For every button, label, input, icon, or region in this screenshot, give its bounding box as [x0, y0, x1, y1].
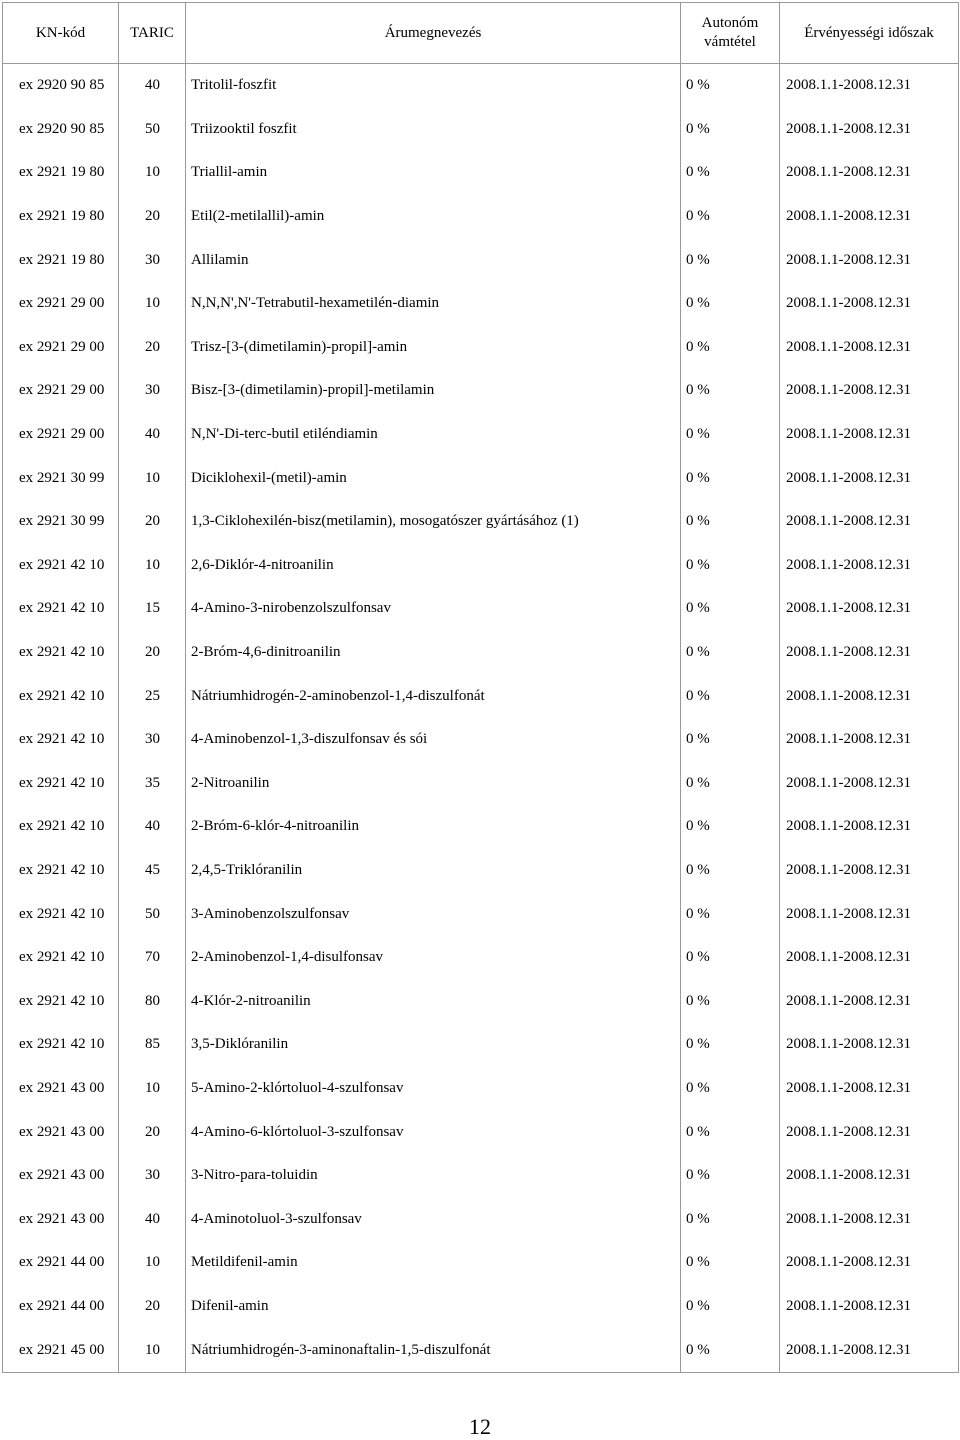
- taric-cell: 50: [119, 892, 186, 936]
- rate-cell: 0 %: [681, 456, 780, 500]
- kn-code-cell: ex 2921 42 10: [3, 892, 119, 936]
- taric-cell: 40: [119, 805, 186, 849]
- kn-code-cell: ex 2921 29 00: [3, 326, 119, 370]
- tariff-table: [2, 2, 959, 1373]
- description-cell: 4-Amino-3-nirobenzolszulfonsav: [186, 587, 681, 631]
- rate-cell: 0 %: [681, 1154, 780, 1198]
- header-description: Árumegnevezés: [186, 3, 681, 64]
- description-cell: Difenil-amin: [186, 1285, 681, 1329]
- taric-cell: 20: [119, 500, 186, 544]
- description-cell: N,N,N',N'-Tetrabutil-hexametilén-diamin: [186, 282, 681, 326]
- rate-cell: 0 %: [681, 805, 780, 849]
- table-row: [3, 762, 959, 806]
- table-row: [3, 326, 959, 370]
- header-rate: [681, 3, 780, 64]
- description-cell: 5-Amino-2-klórtoluol-4-szulfonsav: [186, 1067, 681, 1111]
- table-row: [3, 587, 959, 631]
- kn-code-cell: ex 2921 30 99: [3, 456, 119, 500]
- kn-code-cell: ex 2921 42 10: [3, 544, 119, 588]
- description-cell: 4-Aminotoluol-3-szulfonsav: [186, 1197, 681, 1241]
- table-row: [3, 805, 959, 849]
- table-body: [3, 64, 959, 1373]
- description-cell: Nátriumhidrogén-3-aminonaftalin-1,5-diszulfonát: [186, 1328, 681, 1372]
- taric-cell: 20: [119, 1285, 186, 1329]
- kn-code-cell: ex 2921 19 80: [3, 238, 119, 282]
- period-cell: 2008.1.1-2008.12.31: [780, 238, 959, 282]
- table-row: [3, 849, 959, 893]
- description-cell: Etil(2-metilallil)-amin: [186, 195, 681, 239]
- table-row: [3, 413, 959, 457]
- taric-cell: 30: [119, 369, 186, 413]
- table-row: [3, 718, 959, 762]
- rate-cell: 0 %: [681, 1328, 780, 1372]
- period-cell: 2008.1.1-2008.12.31: [780, 1023, 959, 1067]
- description-cell: Triizooktil foszfit: [186, 108, 681, 152]
- period-cell: 2008.1.1-2008.12.31: [780, 64, 959, 108]
- header-rate-line2: vámtétel: [704, 34, 756, 50]
- kn-code-cell: ex 2921 29 00: [3, 413, 119, 457]
- table-row: [3, 674, 959, 718]
- table-row: [3, 979, 959, 1023]
- description-cell: Bisz-[3-(dimetilamin)-propil]-metilamin: [186, 369, 681, 413]
- period-cell: 2008.1.1-2008.12.31: [780, 151, 959, 195]
- rate-cell: 0 %: [681, 979, 780, 1023]
- rate-cell: 0 %: [681, 849, 780, 893]
- kn-code-cell: ex 2921 43 00: [3, 1154, 119, 1198]
- period-cell: 2008.1.1-2008.12.31: [780, 587, 959, 631]
- description-cell: Tritolil-foszfit: [186, 64, 681, 108]
- kn-code-cell: ex 2920 90 85: [3, 108, 119, 152]
- period-cell: 2008.1.1-2008.12.31: [780, 1067, 959, 1111]
- period-cell: 2008.1.1-2008.12.31: [780, 631, 959, 675]
- table-row: [3, 1328, 959, 1372]
- description-cell: Trisz-[3-(dimetilamin)-propil]-amin: [186, 326, 681, 370]
- kn-code-cell: ex 2921 19 80: [3, 151, 119, 195]
- table-row: [3, 195, 959, 239]
- period-cell: 2008.1.1-2008.12.31: [780, 456, 959, 500]
- description-cell: 2,4,5-Triklóranilin: [186, 849, 681, 893]
- table-row: [3, 500, 959, 544]
- table-row: [3, 1154, 959, 1198]
- kn-code-cell: ex 2921 42 10: [3, 849, 119, 893]
- taric-cell: 35: [119, 762, 186, 806]
- table-row: [3, 64, 959, 108]
- period-cell: 2008.1.1-2008.12.31: [780, 1241, 959, 1285]
- rate-cell: 0 %: [681, 587, 780, 631]
- period-cell: 2008.1.1-2008.12.31: [780, 369, 959, 413]
- table-row: [3, 456, 959, 500]
- kn-code-cell: ex 2921 42 10: [3, 587, 119, 631]
- table-row: [3, 1285, 959, 1329]
- rate-cell: 0 %: [681, 500, 780, 544]
- rate-cell: 0 %: [681, 1241, 780, 1285]
- taric-cell: 25: [119, 674, 186, 718]
- taric-cell: 70: [119, 936, 186, 980]
- description-cell: 1,3-Ciklohexilén-bisz(metilamin), mosogatószer gyártásához (1): [186, 500, 681, 544]
- table-row: [3, 1241, 959, 1285]
- description-cell: 4-Klór-2-nitroanilin: [186, 979, 681, 1023]
- kn-code-cell: ex 2921 19 80: [3, 195, 119, 239]
- page-number: 12: [469, 1414, 491, 1439]
- description-cell: Diciklohexil-(metil)-amin: [186, 456, 681, 500]
- kn-code-cell: ex 2921 29 00: [3, 369, 119, 413]
- table-row: [3, 238, 959, 282]
- taric-cell: 40: [119, 64, 186, 108]
- taric-cell: 10: [119, 151, 186, 195]
- description-cell: 2-Nitroanilin: [186, 762, 681, 806]
- description-cell: 3-Aminobenzolszulfonsav: [186, 892, 681, 936]
- period-cell: 2008.1.1-2008.12.31: [780, 1154, 959, 1198]
- taric-cell: 20: [119, 1110, 186, 1154]
- table-row: [3, 1110, 959, 1154]
- period-cell: 2008.1.1-2008.12.31: [780, 1110, 959, 1154]
- description-cell: 2-Aminobenzol-1,4-disulfonsav: [186, 936, 681, 980]
- description-cell: 4-Aminobenzol-1,3-diszulfonsav és sói: [186, 718, 681, 762]
- kn-code-cell: ex 2921 30 99: [3, 500, 119, 544]
- period-cell: 2008.1.1-2008.12.31: [780, 718, 959, 762]
- kn-code-cell: ex 2921 29 00: [3, 282, 119, 326]
- rate-cell: 0 %: [681, 326, 780, 370]
- table-row: [3, 936, 959, 980]
- table-row: [3, 1023, 959, 1067]
- kn-code-cell: ex 2921 42 10: [3, 718, 119, 762]
- rate-cell: 0 %: [681, 1067, 780, 1111]
- period-cell: 2008.1.1-2008.12.31: [780, 805, 959, 849]
- kn-code-cell: ex 2921 42 10: [3, 762, 119, 806]
- description-cell: Nátriumhidrogén-2-aminobenzol-1,4-diszulfonát: [186, 674, 681, 718]
- header-kn-code: KN-kód: [3, 3, 119, 64]
- taric-cell: 15: [119, 587, 186, 631]
- rate-cell: 0 %: [681, 238, 780, 282]
- period-cell: 2008.1.1-2008.12.31: [780, 544, 959, 588]
- taric-cell: 40: [119, 1197, 186, 1241]
- taric-cell: 20: [119, 326, 186, 370]
- period-cell: 2008.1.1-2008.12.31: [780, 413, 959, 457]
- taric-cell: 10: [119, 1241, 186, 1285]
- table-row: [3, 892, 959, 936]
- kn-code-cell: ex 2920 90 85: [3, 64, 119, 108]
- header-rate-line1: Autonóm: [701, 15, 759, 31]
- description-cell: 2-Bróm-4,6-dinitroanilin: [186, 631, 681, 675]
- kn-code-cell: ex 2921 43 00: [3, 1110, 119, 1154]
- period-cell: 2008.1.1-2008.12.31: [780, 674, 959, 718]
- table-row: [3, 631, 959, 675]
- kn-code-cell: ex 2921 42 10: [3, 805, 119, 849]
- description-cell: 4-Amino-6-klórtoluol-3-szulfonsav: [186, 1110, 681, 1154]
- period-cell: 2008.1.1-2008.12.31: [780, 892, 959, 936]
- description-cell: Triallil-amin: [186, 151, 681, 195]
- taric-cell: 30: [119, 718, 186, 762]
- header-taric: TARIC: [119, 3, 186, 64]
- kn-code-cell: ex 2921 43 00: [3, 1197, 119, 1241]
- period-cell: 2008.1.1-2008.12.31: [780, 762, 959, 806]
- table-row: [3, 369, 959, 413]
- period-cell: 2008.1.1-2008.12.31: [780, 326, 959, 370]
- rate-cell: 0 %: [681, 892, 780, 936]
- period-cell: 2008.1.1-2008.12.31: [780, 979, 959, 1023]
- taric-cell: 10: [119, 282, 186, 326]
- description-cell: N,N'-Di-terc-butil etiléndiamin: [186, 413, 681, 457]
- taric-cell: 30: [119, 1154, 186, 1198]
- header-period: Érvényességi időszak: [780, 3, 959, 64]
- rate-cell: 0 %: [681, 1110, 780, 1154]
- rate-cell: 0 %: [681, 151, 780, 195]
- rate-cell: 0 %: [681, 674, 780, 718]
- rate-cell: 0 %: [681, 1197, 780, 1241]
- table-row: [3, 1067, 959, 1111]
- table-header-row: [3, 3, 959, 64]
- period-cell: 2008.1.1-2008.12.31: [780, 500, 959, 544]
- rate-cell: 0 %: [681, 108, 780, 152]
- description-cell: 3-Nitro-para-toluidin: [186, 1154, 681, 1198]
- rate-cell: 0 %: [681, 718, 780, 762]
- kn-code-cell: ex 2921 42 10: [3, 1023, 119, 1067]
- rate-cell: 0 %: [681, 631, 780, 675]
- description-cell: 2-Bróm-6-klór-4-nitroanilin: [186, 805, 681, 849]
- period-cell: 2008.1.1-2008.12.31: [780, 1328, 959, 1372]
- rate-cell: 0 %: [681, 282, 780, 326]
- period-cell: 2008.1.1-2008.12.31: [780, 108, 959, 152]
- rate-cell: 0 %: [681, 195, 780, 239]
- period-cell: 2008.1.1-2008.12.31: [780, 1197, 959, 1241]
- rate-cell: 0 %: [681, 544, 780, 588]
- period-cell: 2008.1.1-2008.12.31: [780, 849, 959, 893]
- taric-cell: 80: [119, 979, 186, 1023]
- rate-cell: 0 %: [681, 1023, 780, 1067]
- taric-cell: 45: [119, 849, 186, 893]
- rate-cell: 0 %: [681, 1285, 780, 1329]
- taric-cell: 20: [119, 631, 186, 675]
- taric-cell: 40: [119, 413, 186, 457]
- kn-code-cell: ex 2921 43 00: [3, 1067, 119, 1111]
- kn-code-cell: ex 2921 42 10: [3, 936, 119, 980]
- taric-cell: 20: [119, 195, 186, 239]
- rate-cell: 0 %: [681, 413, 780, 457]
- table-row: [3, 1197, 959, 1241]
- description-cell: 3,5-Diklóranilin: [186, 1023, 681, 1067]
- period-cell: 2008.1.1-2008.12.31: [780, 195, 959, 239]
- kn-code-cell: ex 2921 42 10: [3, 631, 119, 675]
- taric-cell: 30: [119, 238, 186, 282]
- taric-cell: 10: [119, 456, 186, 500]
- period-cell: 2008.1.1-2008.12.31: [780, 1285, 959, 1329]
- taric-cell: 85: [119, 1023, 186, 1067]
- kn-code-cell: ex 2921 42 10: [3, 674, 119, 718]
- kn-code-cell: ex 2921 45 00: [3, 1328, 119, 1372]
- kn-code-cell: ex 2921 44 00: [3, 1285, 119, 1329]
- table-row: [3, 282, 959, 326]
- description-cell: Metildifenil-amin: [186, 1241, 681, 1285]
- rate-cell: 0 %: [681, 762, 780, 806]
- rate-cell: 0 %: [681, 936, 780, 980]
- rate-cell: 0 %: [681, 369, 780, 413]
- period-cell: 2008.1.1-2008.12.31: [780, 282, 959, 326]
- taric-cell: 10: [119, 1067, 186, 1111]
- rate-cell: 0 %: [681, 64, 780, 108]
- taric-cell: 10: [119, 544, 186, 588]
- kn-code-cell: ex 2921 44 00: [3, 1241, 119, 1285]
- table-row: [3, 151, 959, 195]
- table-row: [3, 108, 959, 152]
- kn-code-cell: ex 2921 42 10: [3, 979, 119, 1023]
- taric-cell: 50: [119, 108, 186, 152]
- taric-cell: 10: [119, 1328, 186, 1372]
- description-cell: Allilamin: [186, 238, 681, 282]
- table-row: [3, 544, 959, 588]
- description-cell: 2,6-Diklór-4-nitroanilin: [186, 544, 681, 588]
- period-cell: 2008.1.1-2008.12.31: [780, 936, 959, 980]
